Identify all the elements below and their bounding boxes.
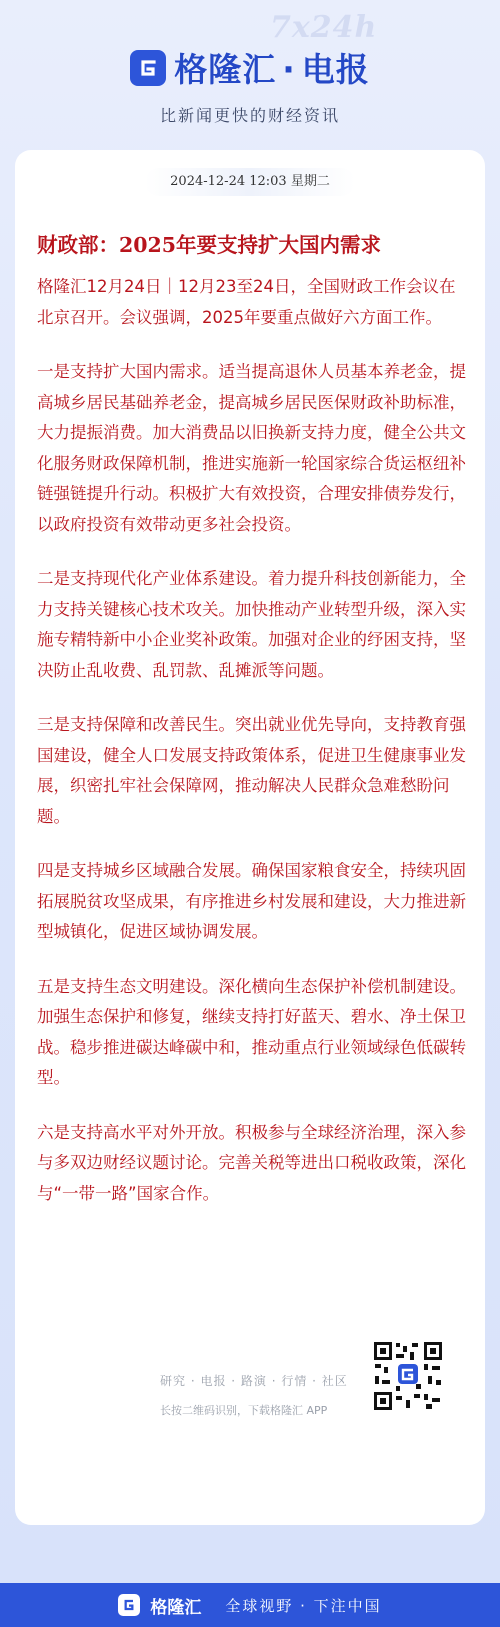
article-paragraph: 格隆汇12月24日｜12月23至24日，全国财政工作会议在北京召开。会议强调，2025年要重点做好六方面工作。 bbox=[37, 277, 456, 327]
article-paragraph: 五是支持生态文明建设。深化横向生态保护补偿机制建设。加强生态保护和修复，继续支持打好蓝天、碧水、净土保卫战。稳步推进碳达峰碳中和，推动重点行业领域绿色低碳转型。 bbox=[37, 976, 466, 1087]
brand-name: 格隆汇 bbox=[174, 50, 277, 89]
article-paragraph: 二是支持现代化产业体系建设。着力提升科技创新能力，全力支持关键核心技术攻关。加快推动产业转型升级，深入实施专精特新中小企业奖补政策。加强对企业的纾困支持，坚决防止乱收费、乱罚款、乱摊派等问题。 bbox=[37, 569, 466, 680]
brand-logo-icon bbox=[118, 1594, 140, 1616]
bottom-banner bbox=[0, 1583, 500, 1627]
article-paragraph: 三是支持保障和改善民生。突出就业优先导向，支持教育强国建设，健全人口发展支持政策体系，促进卫生健康事业发展，织密扎牢社会保障网，推动解决人民群众急难愁盼问题。 bbox=[37, 715, 466, 826]
article-datetime: 2024-12-24 12:03 星期二 bbox=[145, 168, 355, 196]
section-name: 电报 bbox=[301, 50, 370, 89]
article-title: 财政部：2025年要支持扩大国内需求 bbox=[37, 233, 382, 257]
brand-logo-icon bbox=[130, 50, 166, 86]
bottom-slogan: 全球视野 · 下注中国 bbox=[225, 1596, 382, 1615]
tagline: 比新闻更快的财经资讯 bbox=[159, 106, 340, 125]
bottom-brand: 格隆汇 bbox=[150, 1597, 202, 1618]
article-card bbox=[15, 150, 485, 1525]
footer-hint: 长按二维码识别，下载格隆汇 APP bbox=[160, 1404, 328, 1417]
article-paragraph: 六是支持高水平对外开放。积极参与全球经济治理，深入参与多双边财经议题讨论。完善关税等进出口税收政策，深化与“一带一路”国家合作。 bbox=[37, 1122, 466, 1203]
watermark-text: 7x24h bbox=[270, 10, 378, 45]
footer-links: 研究 · 电报 · 路演 · 行情 · 社区 bbox=[160, 1374, 348, 1388]
article-body bbox=[37, 272, 467, 1233]
article-paragraph: 一是支持扩大国内需求。适当提高退休人员基本养老金，提高城乡居民基础养老金，提高城乡居民医保财政补助标准，大力提振消费。加大消费品以旧换新支持力度，健全公共文化服务财政保障机制，推进实施新一轮国家综合货运枢纽补链强链提升行动。积极扩大有效投资，合理安排债券发行，以政府投资有效带动更多社会投资。 bbox=[37, 362, 466, 534]
article-paragraph: 四是支持城乡区域融合发展。确保国家粮食安全，持续巩固拓展脱贫攻坚成果，有序推进乡村发展和建设，大力推进新型城镇化，促进区域协调发展。 bbox=[37, 861, 466, 941]
brand-title bbox=[174, 44, 370, 91]
qr-code-icon[interactable] bbox=[372, 1340, 444, 1412]
app-header bbox=[0, 40, 500, 95]
brand-separator: · bbox=[282, 50, 296, 89]
